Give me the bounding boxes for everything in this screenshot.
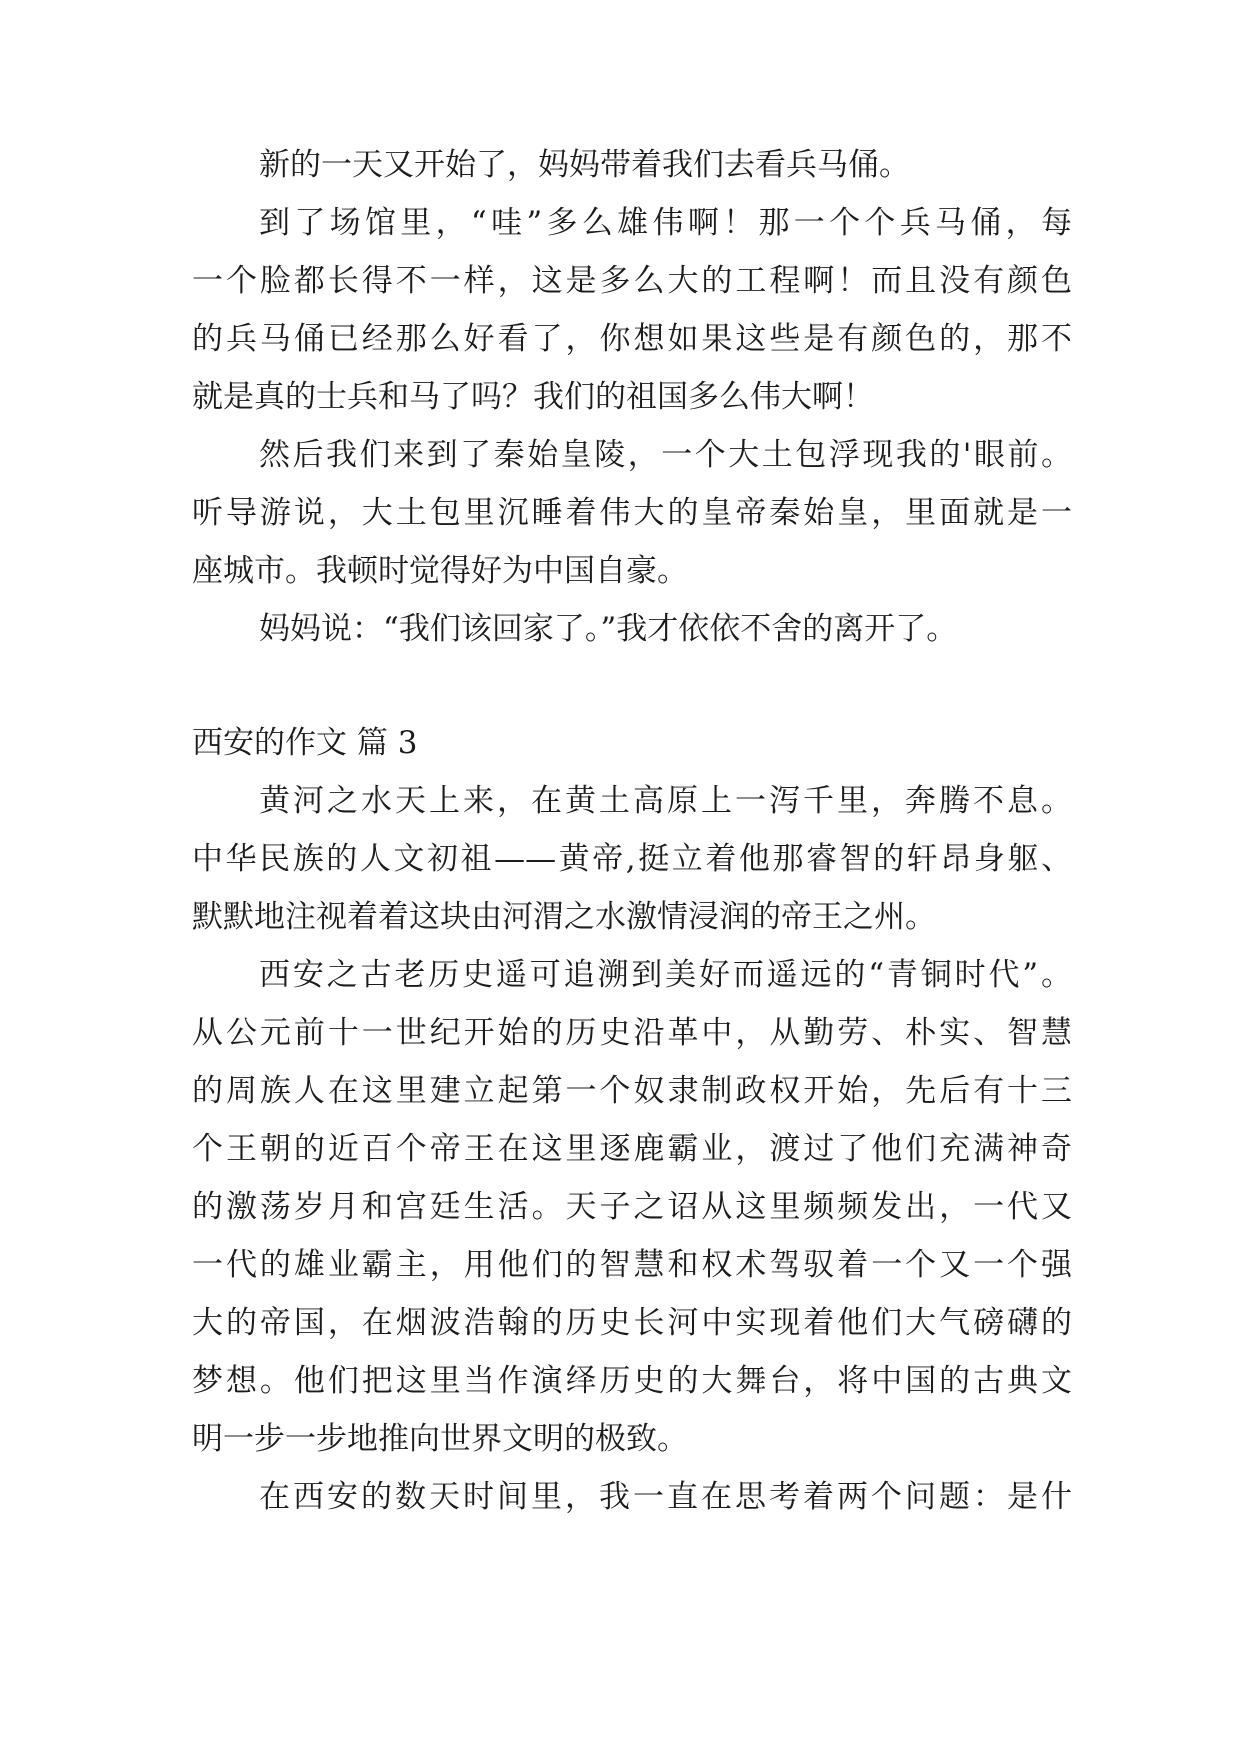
text-line: 新的一天又开始了，妈妈带着我们去看兵马俑。 bbox=[259, 147, 910, 183]
text-line: 然后我们来到了秦始皇陵，一个大土包浮现我的'眼前。 bbox=[259, 437, 1072, 473]
text-line: 一代的雄业霸主，用他们的智慧和权术驾驭着一个又一个强 bbox=[192, 1247, 1072, 1283]
text-line: 西安之古老历史遥可追溯到美好而遥远的“青铜时代”。 bbox=[259, 957, 1072, 993]
text-line: 妈妈说：“我们该回家了。”我才依依不舍的离开了。 bbox=[259, 611, 958, 647]
text-line: 黄河之水天上来，在黄土高原上一泻千里，奔腾不息。 bbox=[259, 783, 1072, 819]
text-line: 梦想。他们把这里当作演绎历史的大舞台，将中国的古典文 bbox=[192, 1363, 1072, 1399]
text-line: 一个脸都长得不一样，这是多么大的工程啊！而且没有颜色 bbox=[192, 263, 1072, 299]
text-line: 在西安的数天时间里，我一直在思考着两个问题：是什 bbox=[259, 1479, 1072, 1515]
text-line: 座城市。我顿时觉得好为中国自豪。 bbox=[192, 553, 688, 589]
text-line: 的兵马俑已经那么好看了，你想如果这些是有颜色的，那不 bbox=[192, 321, 1072, 357]
text-line: 的激荡岁月和宫廷生活。天子之诏从这里频频发出，一代又 bbox=[192, 1189, 1072, 1225]
text-line: 到了场馆里，“哇”多么雄伟啊！那一个个兵马俑，每 bbox=[259, 205, 1072, 241]
text-line: 中华民族的人文初祖——黄帝,挺立着他那睿智的轩昂身躯、 bbox=[192, 841, 1072, 877]
text-line: 就是真的士兵和马了吗？我们的祖国多么伟大啊！ bbox=[192, 379, 874, 415]
text-line: 个王朝的近百个帝王在这里逐鹿霸业，渡过了他们充满神奇 bbox=[192, 1131, 1072, 1167]
text-line: 大的帝国，在烟波浩翰的历史长河中实现着他们大气磅礴的 bbox=[192, 1305, 1072, 1341]
text-line: 听导游说，大土包里沉睡着伟大的皇帝秦始皇，里面就是一 bbox=[192, 495, 1072, 531]
text-line: 的周族人在这里建立起第一个奴隶制政权开始，先后有十三 bbox=[192, 1073, 1072, 1109]
text-line: 明一步一步地推向世界文明的极致。 bbox=[192, 1421, 688, 1457]
text-line: 默默地注视着着这块由河渭之水激情浸润的帝王之州。 bbox=[192, 899, 936, 935]
text-line: 从公元前十一世纪开始的历史沿革中，从勤劳、朴实、智慧 bbox=[192, 1015, 1072, 1051]
section-heading: 西安的作文 篇 3 bbox=[192, 725, 418, 761]
